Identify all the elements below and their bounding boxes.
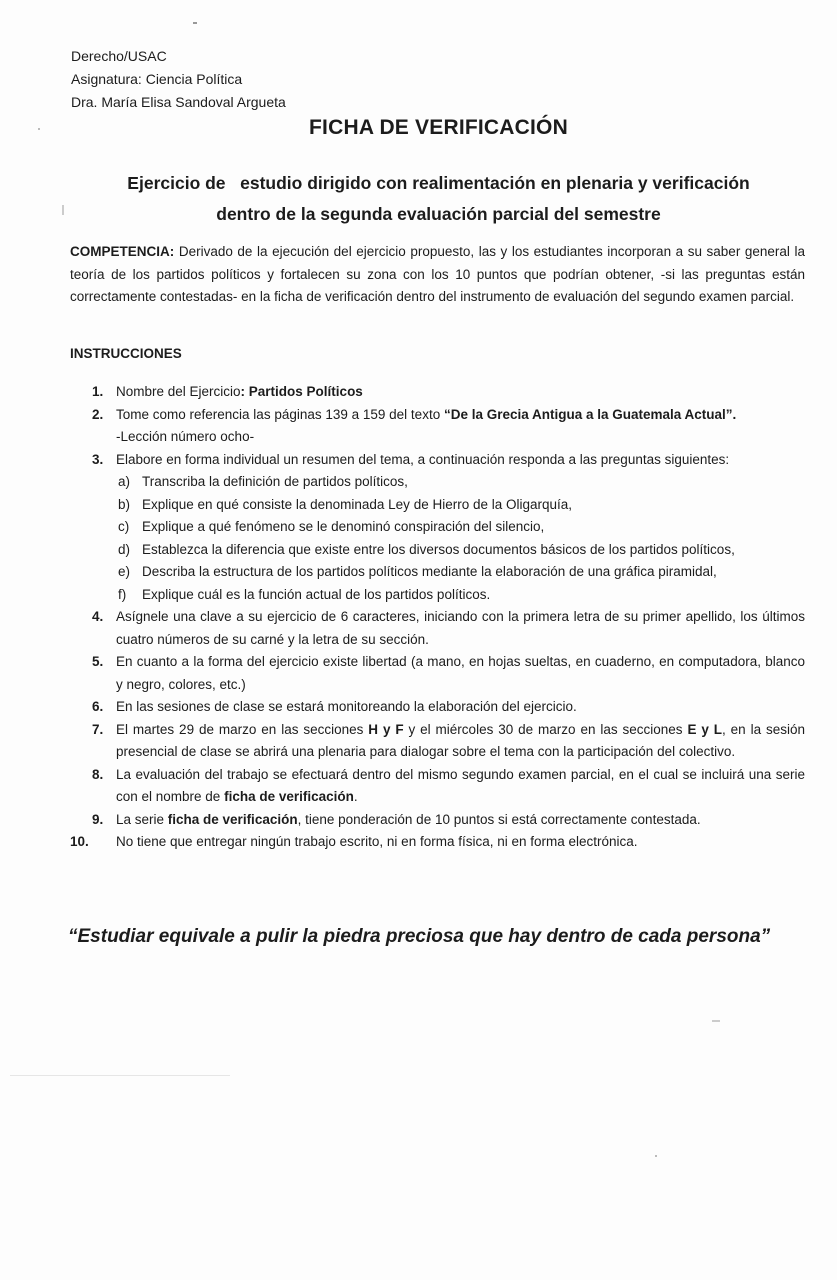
item-bold: ficha de verificación [224,789,354,804]
faculty-line: Derecho/USAC [71,48,167,64]
instructions-heading: INSTRUCCIONES [70,346,182,361]
item-bold: ficha de verificación [167,811,298,827]
sub-question [116,471,805,494]
sub-question [116,584,805,607]
item-number: 7. [92,721,104,737]
sub-question-letter: f) [118,586,127,602]
item-number: 10. [70,834,89,849]
competencia-paragraph [70,241,805,309]
sub-questions-list [116,471,805,606]
list-item [70,651,805,696]
list-item [70,809,805,832]
list-item [70,764,805,809]
sub-question-letter: a) [118,474,131,489]
item-text-tail: , en la sesión presencial de clase se abrirá una plenaria para dialogar sobre el tema con la participación del colectivo. [116,721,806,759]
item-number: 5. [92,654,104,669]
item-text: La evaluación del trabajo se efectuará dentro del mismo segundo examen parcial, en el cual se incluirá una serie con el nombre de [116,766,805,804]
list-item [70,381,805,404]
sub-question-text: Explique a qué fenómeno se le denominó conspiración del silencio, [142,519,545,534]
item-text: La serie [116,811,168,827]
item-text: Elabore en forma individual un resumen del tema, a continuación responda a las preguntas siguientes: [116,451,730,467]
item-text: Nombre del Ejercicio [116,384,241,399]
sub-question-text: Describa la estructura de los partidos políticos mediante la elaboración de una gráfica piramidal, [142,564,717,579]
sub-question-letter: b) [118,496,131,512]
item-bold: : Partidos Políticos [240,384,363,399]
sub-question-text: Establezca la diferencia que existe entre los diversos documentos básicos de los partidos políticos, [142,541,735,557]
item-text-tail: . [353,789,358,804]
subtitle-line-1: Ejercicio de estudio dirigido con realimentación en plenaria y verificación [127,173,750,193]
scan-speck [655,1155,657,1157]
item-bold: H y F [368,721,404,737]
scan-speck [712,1020,720,1022]
sub-question-text: Transcriba la definición de partidos políticos, [142,474,408,489]
sub-question [116,561,805,584]
sub-question-text: Explique cuál es la función actual de los partidos políticos. [142,586,491,602]
competencia-label: COMPETENCIA: [70,244,175,259]
item-text-tail: , tiene ponderación de 10 puntos si está correctamente contestada. [297,811,701,827]
item-text: En las sesiones de clase se estará monitoreando la elaboración del ejercicio. [116,699,577,714]
item-bold: “De la Grecia Antigua a la Guatemala Actual”. [443,406,737,422]
item-number: 6. [92,699,104,714]
item-text-tail: -Lección número ocho- [116,429,255,444]
list-item [70,449,805,607]
list-item [70,696,805,719]
professor-line: Dra. María Elisa Sandoval Argueta [71,94,286,110]
scan-speck [38,128,40,130]
list-item [70,606,805,651]
instructions-list [70,381,805,854]
sub-question-letter: d) [118,541,131,557]
page-subtitle [60,168,817,230]
item-text: Tome como referencia las páginas 139 a 159 del texto [116,406,444,422]
scan-speck [193,22,197,24]
sub-question-text: Explique en qué consiste la denominada Ley de Hierro de la Oligarquía, [142,496,573,512]
item-number: 1. [92,384,104,399]
item-number: 2. [92,406,104,422]
scan-speck [10,1075,230,1076]
competencia-text: Derivado de la ejecución del ejercicio propuesto, las y los estudiantes incorporan a su saber general la teoría de los partidos políticos y fortalecen su zona con los 10 puntos que podrían obtener, -si las preguntas están correctamente contestadas- en la ficha de verificación dentro del instrumento de evaluación del segundo examen parcial. [70,244,805,304]
item-text-middle: y el miércoles 30 de marzo en las secciones [403,721,688,737]
subtitle-line-2: dentro de la segunda evaluación parcial del semestre [216,204,661,224]
item-bold-2: E y L [687,721,723,737]
item-number: 4. [92,609,104,624]
item-number: 3. [92,451,104,467]
sub-question [116,494,805,517]
item-text: No tiene que entregar ningún trabajo escrito, ni en forma física, ni en forma electrónica. [116,834,638,849]
item-text: El martes 29 de marzo en las secciones [116,721,369,737]
sub-question [116,539,805,562]
list-item [70,719,805,764]
item-number: 9. [92,811,104,827]
course-line: Asignatura: Ciencia Política [71,71,243,87]
list-item [70,831,805,854]
item-text: Asígnele una clave a su ejercicio de 6 caracteres, iniciando con la primera letra de su primer apellido, los últimos cuatro números de su carné y la letra de su sección. [116,609,805,647]
document-header [71,45,286,114]
sub-question [116,516,805,539]
sub-question-letter: c) [118,519,130,534]
list-item [70,404,805,449]
item-text: En cuanto a la forma del ejercicio existe libertad (a mano, en hojas sueltas, en cuaderno, en computadora, blanco y negro, colores, etc.) [116,654,805,692]
page-title: FICHA DE VERIFICACIÓN [309,116,568,139]
closing-quote: “Estudiar equivale a pulir la piedra preciosa que hay dentro de cada persona” [68,926,771,947]
scan-speck [62,205,64,215]
item-number: 8. [92,766,104,782]
sub-question-letter: e) [118,564,131,579]
